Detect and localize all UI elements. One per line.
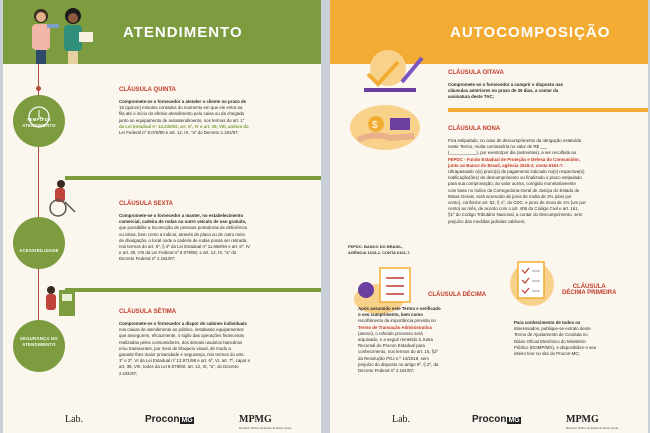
- decima-line: Termo de Transação Administrativa: [358, 324, 432, 330]
- setima-line: 2.181/97;: [119, 370, 138, 376]
- setima-line: art. 39, VIII, todos da Lei 8.078/90; art. 12, IX, "a", do Decreto: [119, 364, 239, 370]
- lab-logo: Lab.: [392, 414, 411, 425]
- sexta-line: comercial, cadeira de rodas ou outro veículo de uso gratuito,: [119, 219, 247, 225]
- wheelchair-illustration-icon: [43, 178, 83, 218]
- sexta-line: de divulgação, o local onde a cadeira de rodas possa ser retirada,: [119, 237, 248, 243]
- fepdc-note: [348, 244, 411, 255]
- divider-bar: [65, 288, 321, 292]
- clausula-decima-body: [358, 306, 508, 374]
- oitava-line: Compromete-se o fornecedor a cumprir o disposto nas: [448, 82, 563, 87]
- decima-line: (anexo), o referido processo será: [358, 330, 423, 336]
- divider-bar: [448, 108, 648, 112]
- nona-line: prejuízo das medidas judiciais cabíveis;: [448, 218, 526, 224]
- decima-line: prejuízo do disposto no artigo 6º, § 2º, da: [358, 361, 439, 367]
- page-autocomposicao: [330, 0, 648, 433]
- decima-line: da Resolução PGJ n.º 14/2019, sem: [358, 355, 429, 361]
- sexta-line: e art. 39, VIII da Lei Federal nº 8.078/90; e art. 12, IX, "a" do: [119, 250, 237, 256]
- quinta-line: junto ao equipamento de autoatendimento, nos termos do art. 1°: [119, 117, 245, 123]
- checkmark-pencil-icon: [358, 52, 428, 96]
- oitava-line: assinatura deste TAC;: [448, 94, 495, 100]
- setima-line: e/ou transeuntes, por meio de bloqueio visual, de modo a: [119, 345, 231, 351]
- procon-logo-tag: MG: [181, 417, 193, 424]
- clausula-quinta-title: CLÁUSULA QUINTA: [119, 87, 176, 93]
- clausula-sexta-body: [119, 213, 315, 263]
- page-atendimento: [3, 0, 321, 433]
- procon-logo-tag: MG: [508, 417, 520, 424]
- setima-line: realizadas pelos consumidores, dos demais usuários bancários: [119, 339, 243, 345]
- decima-line: Decreto Federal nº 2.181/97;: [358, 368, 415, 374]
- nona-line: notificação(ões) de descumprimento ou finalizado o prazo estipulado: [448, 175, 582, 181]
- setima-line: nos caixas de atendimento ao público, instalando equipamentos: [119, 327, 244, 333]
- nona-line: cento), conforme art. 52, § 1º, do CDC, e juros de mora de 1% (um por: [448, 200, 586, 206]
- mpmg-logo: MPMG: [239, 414, 272, 425]
- procon-logo-text: Procon: [472, 414, 507, 425]
- decima-primeira-line: Diário Oficial Eletrônico do Ministério: [514, 338, 586, 344]
- nona-line: Ultrapassado o(s) prazo(s) de pagamento indicado no(s) respectiva(s): [448, 169, 585, 175]
- sexta-line: ou idosa, bem como a indicar, através de placa ou de outro meio: [119, 231, 245, 237]
- mpmg-subtitle: Ministério Público do Estado de Minas Gerais: [566, 427, 619, 430]
- document-checklist-icon: [350, 266, 430, 306]
- clausula-sexta-title: CLÁUSULA SEXTA: [119, 201, 173, 207]
- acessibilidade-label-line: ACESSIBILIDADE: [19, 248, 59, 253]
- footer: [3, 405, 321, 433]
- clausula-setima-title: CLÁUSULA SÉTIMA: [119, 309, 177, 315]
- decima-primeira-line: Para conhecimento de todos os: [514, 320, 581, 325]
- setima-line: Compromete-se o fornecedor a dispor de cabines individuais: [119, 321, 247, 326]
- atm-illustration-icon: [39, 284, 79, 320]
- quinta-line: 15 (quinze) minutos contados do momento em que ele entra na: [119, 105, 243, 111]
- setima-line: que assegurem, eficazmente, o sigilo das operações financeiras: [119, 333, 244, 339]
- acessibilidade-label: [4, 248, 74, 254]
- clausula-quinta-body: [119, 99, 315, 136]
- decima-line: Após assumido este Termo e verificado: [358, 306, 441, 311]
- quinta-line: da Lei Estadual n° 14.235/02, art. 6º, IV e art. 39, VIII, ambos da: [119, 123, 249, 129]
- seguranca-label: [4, 336, 74, 347]
- nona-line: cento) ao mês, de acordo com o art. 406 do Código Civil e art. 161,: [448, 206, 579, 212]
- tempo-label-line1: TEMPO DE: [26, 117, 52, 122]
- decima-line: Recursal do Procon Estadual para: [358, 343, 425, 349]
- clausula-decima-primeira-title: [562, 284, 616, 296]
- clausula-setima-body: [119, 321, 315, 377]
- fepdc-note-line: AGÊNCIA 1615-2, CONTA 6161-7.: [348, 249, 411, 255]
- svg-text:$: $: [372, 120, 378, 131]
- sexta-line: que possibilite a locomoção de pessoas portadoras de deficiência: [119, 225, 247, 231]
- sexta-line: Compromete-se o fornecedor a manter, no estabelecimento: [119, 213, 244, 218]
- nona-line: neste Termo, multa cominatória no valor de R$ ___: [448, 144, 548, 150]
- procon-logo: [472, 414, 521, 425]
- quinta-line: Lei Federal nº 8.078/90 e art. 12, IX, "a" do Decreto 2.181/97;: [119, 130, 239, 136]
- fepdc-note-line: FEPDC: BANCO DO BRASIL,: [348, 244, 403, 249]
- procon-logo-text: Procon: [145, 414, 180, 425]
- divider-bar: [65, 176, 321, 180]
- seguranca-label-line2: ATENDIMENTO: [22, 341, 56, 347]
- procon-logo: [145, 414, 194, 425]
- nona-line: Minas Gerais, será acrescido de juros de multa de 2% (dois por: [448, 193, 572, 199]
- decima-primeira-line: Público (DOMP/MG), e disponibilize-o seu: [514, 344, 597, 350]
- tempo-label: [4, 117, 74, 128]
- clausula-decima-primeira-body: [514, 320, 644, 357]
- checklist-clipboard-icon: [512, 258, 552, 304]
- clausula-decima-title: CLÁUSULA DÉCIMA: [428, 292, 487, 298]
- sexta-line: Decreto Federal nº 2.181/97;: [119, 256, 176, 262]
- clausula-oitava-body: [448, 82, 640, 101]
- header-atendimento: [3, 0, 321, 64]
- quinta-line: fila até o início do efetivo atendimento pelo caixa ou da chegada: [119, 111, 244, 117]
- footer: [330, 405, 648, 433]
- seguranca-label-line1: SEGURANÇA NO: [20, 336, 58, 341]
- timeline-dot: [36, 86, 41, 91]
- clausula-oitava-title: CLÁUSULA OITAVA: [448, 70, 504, 76]
- nona-line: §1º do Código Tributário Nacional, a contar do descumprimento, sem: [448, 212, 583, 218]
- nona-line: com base no índice da Corregedoria-Geral de Justiça do Estado de: [448, 187, 580, 193]
- setima-line: 1º e 2º, VI da Lei Estadual nº 12.971/98 e art. 6º, VI, art. 7º, caput e: [119, 358, 251, 364]
- tempo-label-line2: ATENDIMENTO: [22, 122, 56, 128]
- decima-primeira-line: inteiro teor no site do Procon-MG;: [514, 351, 580, 357]
- mpmg-logo: MPMG: [566, 414, 599, 425]
- people-illustration-icon: [13, 2, 103, 64]
- decima-primeira-line: interessados, publique-se extrato deste: [514, 326, 591, 332]
- mpmg-subtitle: Ministério Público do Estado de Minas Gerais: [239, 427, 292, 430]
- decima-primeira-title-line2: DÉCIMA PRIMEIRA: [562, 290, 617, 296]
- nona-line: para sua comprovação, ao valor acima, corrigido monetariamente: [448, 181, 576, 187]
- oitava-line: cláusulas anteriores no prazo de 30 dias, a contar da: [448, 88, 559, 94]
- setima-line: garantir-lhes maior privacidade e segurança, nos termos do arts.: [119, 352, 245, 358]
- lab-logo: Lab.: [65, 414, 84, 425]
- decima-line: conhecimento, nos termos do art. 15, §2º: [358, 349, 439, 355]
- nona-line: (___________), por evento/por dia (astreintes), a ser recolhida ao: [448, 150, 577, 156]
- page-title: ATENDIMENTO: [123, 24, 243, 41]
- quinta-line: Compromete-se o fornecedor a atender o cliente no prazo de: [119, 99, 247, 104]
- clausula-nona-title: CLÁUSULA NONA: [448, 126, 501, 132]
- nona-line: Fica estipulado, no caso de descumprimento da obrigação estatuída: [448, 138, 582, 143]
- decima-line: arquivado, e a seguir remetido à Junta: [358, 337, 433, 343]
- decima-line: recolhimento da importância prevista no: [358, 318, 436, 324]
- decima-line: o seu cumprimento, bem como: [358, 312, 423, 318]
- acessibilidade-circle: [13, 217, 65, 269]
- page-title: AUTOCOMPOSIÇÃO: [450, 24, 611, 41]
- sexta-line: nos termos do art. 5º, § 4º da Lei Estadual nº 11.666/94 e art. 6º, IV: [119, 244, 251, 250]
- decima-primeira-title-line1: CLÁUSULA: [572, 284, 606, 290]
- clausula-nona-body: [448, 138, 644, 225]
- hands-money-icon: [354, 110, 424, 150]
- nona-line: FEPDC - Fundo Estadual de Proteção e Defesa do Consumidor,: [448, 156, 580, 162]
- decima-primeira-line: Termo de Ajustamento de Conduta no: [514, 332, 588, 338]
- nona-line: junto ao Banco do Brasil, agência 1615-2, conta 6161-7.: [448, 162, 564, 168]
